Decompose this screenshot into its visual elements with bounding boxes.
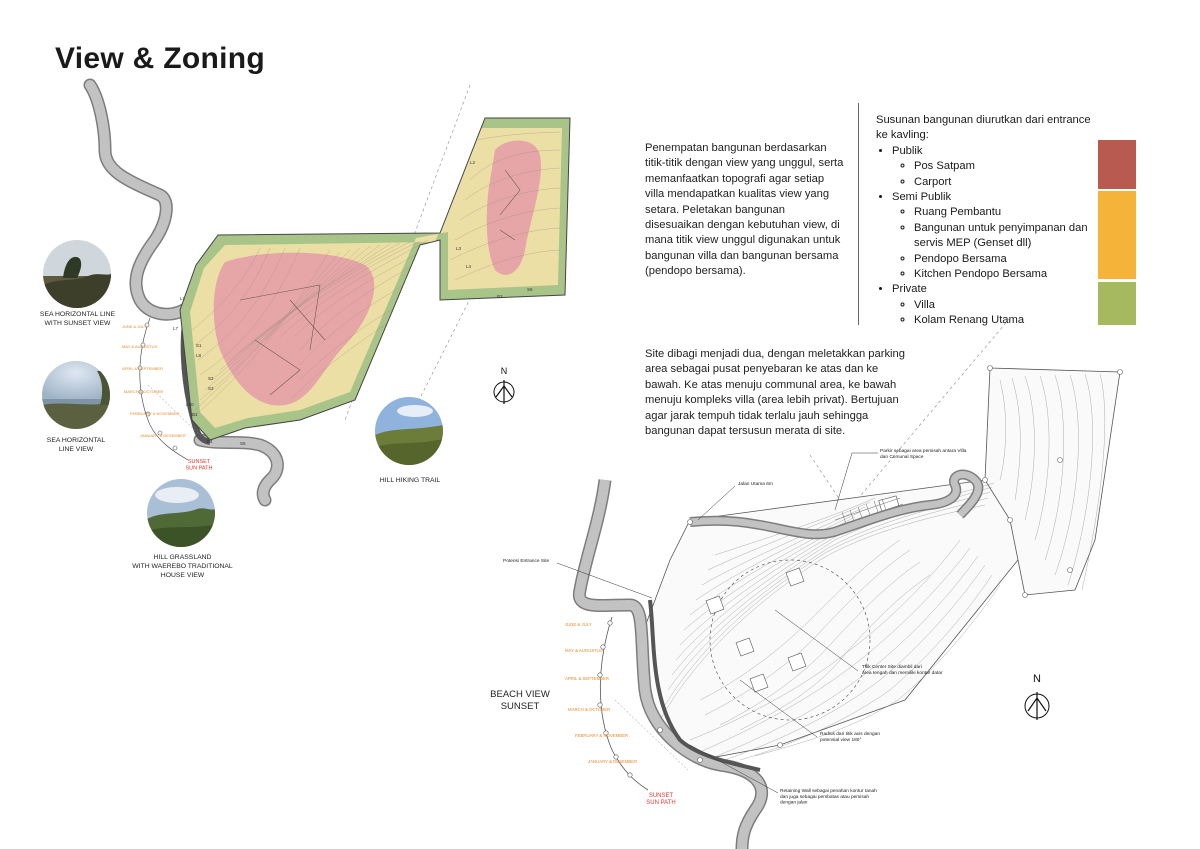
annotation-radius: Radius dari titik axis dengan potensial view 180°: [820, 732, 880, 743]
sun-path-month-labels: [565, 622, 637, 764]
sun-path-label: SUNSET SUN PATH: [185, 459, 213, 472]
month-label: APRIL & SEPTEMBER: [565, 676, 610, 681]
circulation-site-plan: [579, 318, 1122, 849]
label-hill-hiking-view: HILL HIKING TRAIL: [379, 477, 441, 484]
zoning-group-private: • Private ◦ Villa ◦ Kolam Renang Utama: [892, 282, 1096, 328]
north-arrow: [1025, 673, 1049, 720]
sun-path-label: SUNSET SUN PATH: [646, 793, 676, 807]
photo-hill-grassland: [147, 479, 215, 547]
view-placement-description: Penempatan bangunan berdasarkan titik-titik dengan view yang unggul, serta memanfaatkan topografi agar setiap villa mendapatkan kualitas view yang setara. Peletakan bangunan disesuaikan dengan kebutuhan view, di mana titik view unggul digunakan untuk bangunan villa dan bangunan bersama (pendopo bersama).: [645, 142, 844, 278]
zoning-item: ◦ Kolam Renang Utama: [914, 313, 1096, 328]
photo-sea-horizontal: [42, 361, 110, 429]
survey-label: B1: [192, 412, 198, 417]
month-label: APRIL & SEPTEMBER: [122, 366, 163, 371]
survey-label: L2: [470, 160, 476, 165]
survey-label: S5: [240, 441, 246, 446]
zoning-item: ◦ Kitchen Pendopo Bersama: [914, 267, 1096, 282]
survey-label: S1: [196, 343, 202, 348]
month-label: MARCH & OCTOBER: [124, 389, 164, 394]
month-label: JANUARY & DESEMBER: [588, 759, 638, 764]
survey-label: S2: [208, 376, 214, 381]
zoning-item: ◦ Bangunan untuk penyimpanan dan servis MEP (Genset dll): [914, 221, 1096, 252]
month-label: MAY & AUGUSTUS: [565, 648, 603, 653]
label-sea-sunset-view: SEA HORIZONTAL LINE WITH SUNSET VIEW: [39, 311, 116, 327]
survey-label: S3: [208, 386, 214, 391]
survey-label: L7: [173, 326, 179, 331]
svg-text:N: N: [1033, 673, 1041, 685]
sun-path-month-labels: [122, 324, 186, 438]
zoning-group-publik: • Publik ◦ Pos Satpam ◦ Carport: [892, 144, 1096, 190]
month-label: JUNE & JULY: [565, 622, 592, 627]
sun-path-points: [138, 323, 177, 450]
zoning-group-semi-publik: • Semi Publik ◦ Ruang Pembantu ◦ Bangunan untuk penyimpanan dan servis MEP (Genset dll) ◦ Pendopo Bersama ◦ Kitchen Pendopo Bersama: [892, 190, 1096, 282]
annotation-parkir: Parkir sebagai area pemisah antara Villa dan Comunal Space: [880, 449, 967, 460]
survey-label: S6: [527, 287, 533, 292]
month-label: MARCH & OCTOBER: [568, 707, 611, 712]
page-title: View & Zoning: [55, 42, 266, 75]
survey-label: L8: [196, 353, 202, 358]
survey-label: B4: [207, 439, 213, 444]
label-beach-view-sunset: BEACH VIEW SUNSET: [490, 689, 550, 712]
zoning-item: ◦ Ruang Pembantu: [914, 205, 1096, 220]
north-arrow: [494, 366, 514, 404]
photo-sea-sunset: [43, 240, 111, 308]
annotation-jalan: Jalan Utama 6m: [738, 482, 773, 487]
month-label: FEBRUARY & NOVEMBER: [130, 411, 180, 416]
annotation-retaining: Retaining Wall sebagai penahan kontur tanah dan juga sebagai pembatas atau pemisah dengan jalan: [780, 789, 877, 806]
zoning-intro: Susunan bangunan diurutkan dari entrance ke kavling:: [876, 114, 1091, 142]
month-label: JANUARY & DESEMBER: [140, 433, 186, 438]
sun-path-points: [598, 621, 632, 777]
svg-text:N: N: [500, 366, 508, 376]
survey-label: L4: [466, 264, 472, 269]
annotation-entrance: Potensi Entrance Site: [503, 559, 550, 564]
zoning-item: ◦ Pendopo Bersama: [914, 252, 1096, 267]
survey-label: L3: [456, 246, 462, 251]
annotation-center: Titik Center Site diambil dari area tengah dan memiliki kontur datar: [862, 665, 943, 676]
zoning-item: ◦ Villa: [914, 298, 1096, 313]
site-division-description: Site dibagi menjadi dua, dengan meletakkan parking area sebagai pusat penyebaran ke atas dan ke bawah. Ke atas menuju communal area, ke bawah menuju kompleks villa (area lebih privat). Bertujuan agar jarak tempuh tidak terlalu jauh sehingga bangunan dapat tersusun merata di site.: [645, 348, 905, 438]
zoning-item: ◦ Carport: [914, 175, 1096, 190]
survey-label: L1: [180, 296, 186, 301]
survey-label: L10: [186, 402, 194, 407]
label-hill-grassland-view: HILL GRASSLAND WITH WAEREBO TRADITIONAL HOUSE VIEW: [132, 554, 233, 579]
survey-label: B2: [497, 294, 503, 299]
photo-hill-hiking: [375, 397, 443, 465]
month-label: JUNE & JULY: [122, 324, 147, 329]
month-label: FEBRUARY & NOVEMBER: [575, 733, 629, 738]
zoning-item: ◦ Pos Satpam: [914, 159, 1096, 174]
month-label: MAY & AUGUSTUS: [122, 344, 158, 349]
label-sea-horizontal-view: SEA HORIZONTAL LINE VIEW: [46, 437, 106, 453]
